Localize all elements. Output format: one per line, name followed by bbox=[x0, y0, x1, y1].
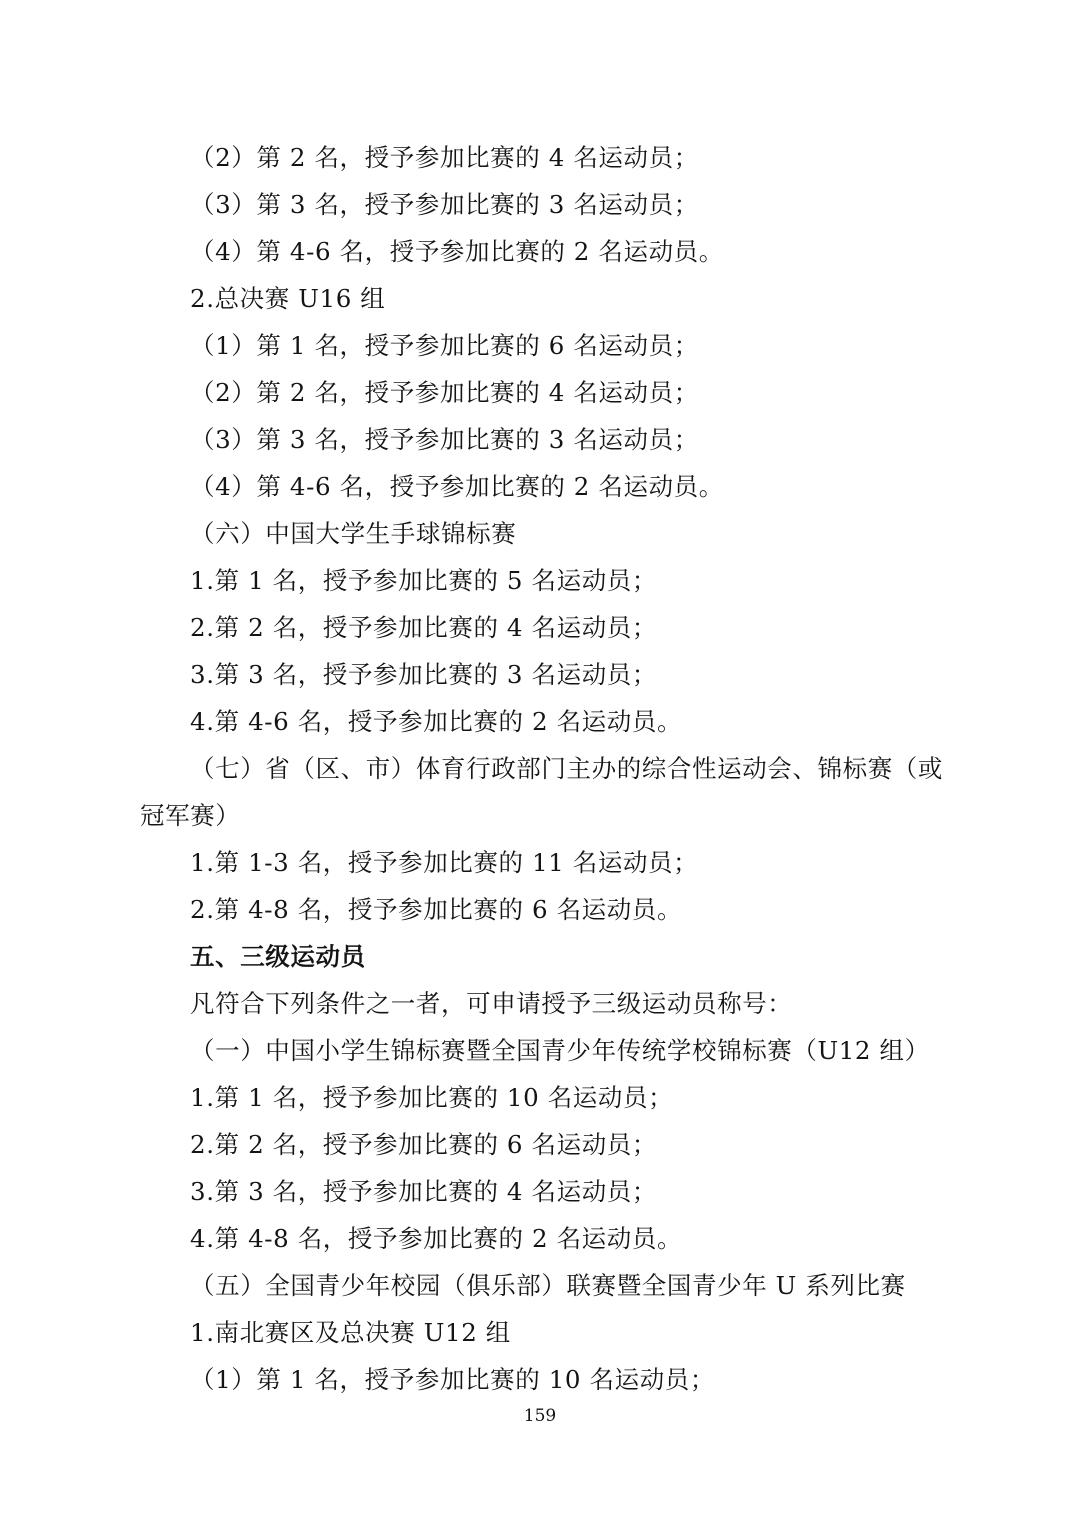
text-line: 2.总决赛 U16 组 bbox=[190, 284, 386, 313]
text-line: 4.第 4-8 名，授予参加比赛的 2 名运动员。 bbox=[190, 1224, 683, 1253]
text-line: （2）第 2 名，授予参加比赛的 4 名运动员； bbox=[190, 143, 699, 172]
text-line: 4.第 4-6 名，授予参加比赛的 2 名运动员。 bbox=[190, 707, 683, 736]
text-line: （2）第 2 名，授予参加比赛的 4 名运动员； bbox=[190, 378, 699, 407]
page-number: 159 bbox=[523, 1406, 557, 1426]
text-line: 1.第 1-3 名，授予参加比赛的 11 名运动员； bbox=[190, 848, 699, 877]
text-line: 2.第 2 名，授予参加比赛的 4 名运动员； bbox=[190, 613, 658, 642]
text-line: 1.南北赛区及总决赛 U12 组 bbox=[190, 1318, 511, 1347]
text-line: （1）第 1 名，授予参加比赛的 10 名运动员； bbox=[190, 1365, 715, 1394]
text-line: 1.第 1 名，授予参加比赛的 10 名运动员； bbox=[190, 1083, 674, 1112]
section-heading-continuation: 冠军赛） bbox=[140, 801, 241, 830]
text-line: 3.第 3 名，授予参加比赛的 3 名运动员； bbox=[190, 660, 658, 689]
section-heading: （六）中国大学生手球锦标赛 bbox=[190, 519, 517, 548]
text-line: （3）第 3 名，授予参加比赛的 3 名运动员； bbox=[190, 425, 699, 454]
section-heading: （五）全国青少年校园（俱乐部）联赛暨全国青少年 U 系列比赛 bbox=[190, 1271, 906, 1300]
text-line: （4）第 4-6 名，授予参加比赛的 2 名运动员。 bbox=[190, 472, 724, 501]
section-heading: （一）中国小学生锦标赛暨全国青少年传统学校锦标赛（U12 组） bbox=[190, 1036, 930, 1065]
chapter-heading: 五、三级运动员 bbox=[190, 942, 366, 971]
text-line: 2.第 2 名，授予参加比赛的 6 名运动员； bbox=[190, 1130, 658, 1159]
text-line: 凡符合下列条件之一者，可申请授予三级运动员称号： bbox=[190, 989, 793, 1018]
text-line: 1.第 1 名，授予参加比赛的 5 名运动员； bbox=[190, 566, 658, 595]
text-line: （3）第 3 名，授予参加比赛的 3 名运动员； bbox=[190, 190, 699, 219]
text-line: 3.第 3 名，授予参加比赛的 4 名运动员； bbox=[190, 1177, 658, 1206]
text-line: （1）第 1 名，授予参加比赛的 6 名运动员； bbox=[190, 331, 699, 360]
text-line: 2.第 4-8 名，授予参加比赛的 6 名运动员。 bbox=[190, 895, 683, 924]
text-line: （4）第 4-6 名，授予参加比赛的 2 名运动员。 bbox=[190, 237, 724, 266]
section-heading: （七）省（区、市）体育行政部门主办的综合性运动会、锦标赛（或 bbox=[190, 754, 943, 783]
